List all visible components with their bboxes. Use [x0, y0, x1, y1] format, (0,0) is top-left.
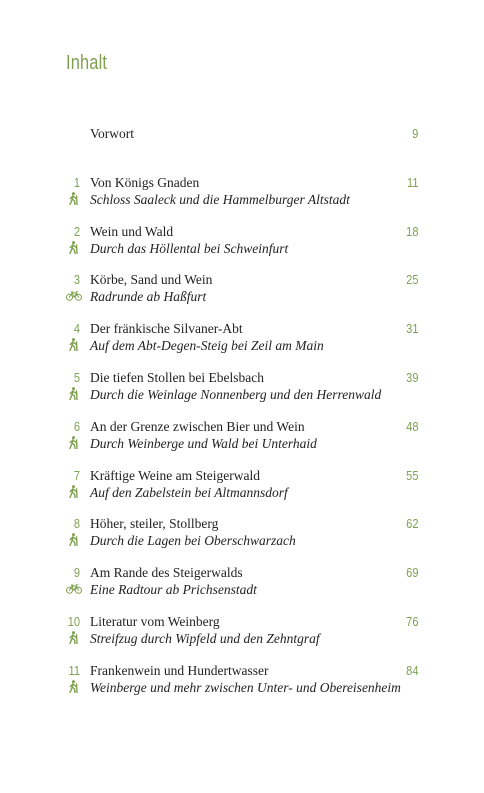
- entry-subtitle: Eine Radtour ab Prichsenstadt: [90, 582, 257, 598]
- entry-page-number: 39: [405, 370, 418, 385]
- toc-entry-8[interactable]: [0, 516, 484, 550]
- entry-title: Von Königs Gnaden: [90, 174, 200, 190]
- entry-subtitle: Radrunde ab Haßfurt: [90, 289, 207, 305]
- entry-number: 8: [73, 516, 80, 532]
- entry-page-number: 62: [405, 516, 418, 532]
- entry-page-number: 48: [405, 418, 418, 434]
- hiker-icon: [67, 485, 81, 497]
- hiker-icon: [67, 192, 81, 204]
- bicycle-icon: [66, 291, 80, 303]
- entry-title: Der fränkische Silvaner-Abt: [90, 321, 243, 337]
- entry-subtitle: Weinberge und mehr zwischen Unter- und Obereisenheim: [90, 679, 401, 695]
- hiker-icon: [67, 631, 81, 643]
- hiker-icon: [67, 436, 81, 448]
- hiker-icon: [67, 533, 81, 545]
- toc-entry-11[interactable]: [0, 663, 484, 697]
- entry-title: Am Rande des Steigerwalds: [90, 565, 243, 581]
- entry-page-number: 76: [405, 614, 418, 629]
- toc-entry-9[interactable]: [0, 565, 484, 599]
- entry-page-number: 84: [405, 662, 418, 678]
- toc-entry-vorwort[interactable]: [0, 126, 484, 160]
- entry-subtitle: Durch die Weinlage Nonnenberg und den Herrenwald: [90, 387, 382, 402]
- hiker-icon: [67, 338, 81, 350]
- entry-number: 1: [73, 174, 80, 190]
- toc-entry-1[interactable]: [0, 175, 484, 209]
- toc-entry-4[interactable]: [0, 321, 484, 355]
- entry-subtitle: Durch das Höllental bei Schweinfurt: [90, 240, 289, 256]
- entry-page-number: 25: [405, 272, 418, 288]
- hiker-icon: [67, 680, 81, 692]
- page-title: Inhalt: [66, 52, 108, 74]
- entry-title: Körbe, Sand und Wein: [90, 272, 213, 288]
- entry-number: 9: [73, 565, 80, 581]
- toc-entry-5[interactable]: [0, 370, 484, 404]
- entry-number: 4: [73, 321, 80, 337]
- entry-title: Wein und Wald: [90, 223, 174, 239]
- entry-page-number: 69: [405, 565, 418, 581]
- entry-title: Höher, steiler, Stollberg: [90, 516, 219, 532]
- entry-subtitle: Auf den Zabelstein bei Altmannsdorf: [90, 484, 288, 500]
- entry-number: 11: [68, 662, 80, 678]
- entry-number: 2: [73, 223, 80, 239]
- entry-subtitle: Durch die Lagen bei Oberschwarzach: [90, 533, 296, 549]
- entry-subtitle: Durch Weinberge und Wald bei Unterhaid: [90, 435, 317, 451]
- entry-page-number: 9: [411, 126, 418, 141]
- entry-subtitle: Streifzug durch Wipfeld und den Zehntgraf: [90, 631, 320, 646]
- entry-number: 3: [73, 272, 80, 288]
- toc-entry-2[interactable]: [0, 224, 484, 258]
- entry-subtitle: Auf dem Abt-Degen-Steig bei Zeil am Main: [90, 338, 324, 354]
- entry-title: Kräftige Weine am Steigerwald: [90, 467, 260, 483]
- entry-number: 5: [73, 370, 80, 385]
- toc-entry-6[interactable]: [0, 419, 484, 453]
- entry-title: Frankenwein und Hundertwasser: [90, 662, 269, 678]
- entry-number: 10: [67, 614, 80, 629]
- hiker-icon: [67, 387, 81, 399]
- entry-title: Literatur vom Weinberg: [90, 614, 220, 629]
- entry-number: 7: [73, 467, 80, 483]
- toc-entry-7[interactable]: [0, 468, 484, 502]
- entry-subtitle: Schloss Saaleck und die Hammelburger Altstadt: [90, 191, 350, 207]
- entry-page-number: 55: [405, 467, 418, 483]
- toc-entry-3[interactable]: [0, 272, 484, 306]
- entry-title: An der Grenze zwischen Bier und Wein: [90, 418, 305, 434]
- toc-entry-10[interactable]: [0, 614, 484, 648]
- entry-page-number: 18: [405, 223, 418, 239]
- entry-page-number: 31: [405, 321, 418, 337]
- entry-page-number: 11: [406, 174, 418, 190]
- entry-title: Vorwort: [90, 126, 135, 141]
- hiker-icon: [67, 241, 81, 253]
- bicycle-icon: [66, 584, 80, 596]
- entry-title: Die tiefen Stollen bei Ebelsbach: [90, 370, 264, 385]
- entry-number: 6: [73, 418, 80, 434]
